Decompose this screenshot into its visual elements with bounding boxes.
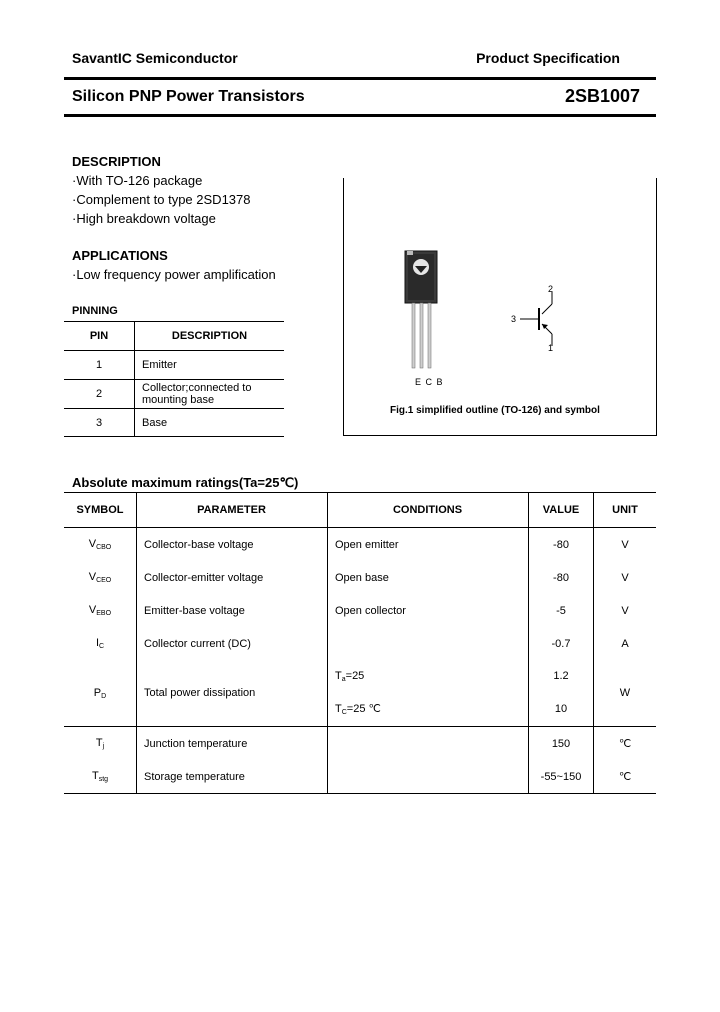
conditions-cell: Open collector — [328, 594, 529, 627]
symbol-sub: D — [101, 692, 107, 700]
unit-cell: ℃ — [594, 760, 657, 794]
table-row — [64, 727, 656, 761]
table-row — [64, 380, 284, 409]
description-heading: DESCRIPTION — [72, 154, 161, 169]
pinning-heading: PINNING — [72, 305, 118, 317]
parameter-cell: Junction temperature — [137, 727, 328, 761]
table-row — [64, 561, 656, 594]
symbol-main: P — [93, 686, 102, 699]
table-row — [64, 760, 656, 794]
condition-b — [335, 693, 528, 726]
symbol-cell — [64, 594, 137, 627]
applications-heading: APPLICATIONS — [72, 248, 168, 263]
col-header-parameter: PARAMETER — [137, 493, 328, 528]
condition-b-sym: T — [335, 703, 342, 715]
symbol-main: T — [95, 737, 103, 749]
list-item: ·With TO-126 package — [72, 173, 203, 188]
value-b: 10 — [554, 703, 568, 715]
symbol-sub: stg — [98, 776, 109, 783]
condition-b-sub: C — [341, 709, 347, 716]
symbol-cell — [64, 660, 137, 727]
package-pin-labels: E C B — [415, 377, 444, 387]
table-row — [64, 660, 656, 727]
parameter-cell: Collector-base voltage — [137, 528, 328, 562]
symbol-main: V — [88, 604, 97, 616]
unit-cell: W — [594, 660, 657, 727]
value-cell: -80 — [529, 561, 594, 594]
symbol-cell — [64, 627, 137, 660]
symbol-sub: j — [102, 743, 105, 750]
pin-number: 3 — [64, 409, 135, 437]
parameter-cell: Emitter-base voltage — [137, 594, 328, 627]
condition-b-text: =25 ℃ — [346, 703, 381, 715]
col-header-pin: PIN — [64, 322, 135, 351]
symbol-main: V — [88, 538, 97, 550]
value-cell: -0.7 — [529, 627, 594, 660]
company-name: SavantIC Semiconductor — [72, 50, 238, 66]
value-cell: -55~150 — [529, 760, 594, 794]
figure-box — [343, 178, 657, 436]
symbol-main: T — [91, 770, 99, 782]
pin-description — [135, 380, 285, 409]
symbol-cell — [64, 528, 137, 562]
ratings-title: Absolute maximum ratings(Ta=25℃) — [72, 475, 299, 490]
symbol-cell — [64, 760, 137, 794]
figure-caption: Fig.1 simplified outline (TO-126) and symbol — [390, 405, 600, 416]
doc-type: Product Specification — [476, 50, 620, 66]
value-a: 1.2 — [553, 670, 569, 682]
pin-description: Base — [135, 409, 285, 437]
parameter-cell: Storage temperature — [137, 760, 328, 794]
conditions-cell: Open emitter — [328, 528, 529, 562]
page-title: Silicon PNP Power Transistors — [72, 88, 305, 105]
value-cell: -5 — [529, 594, 594, 627]
conditions-cell — [328, 727, 529, 761]
value-cell — [529, 660, 594, 727]
symbol-sub: C — [99, 643, 105, 650]
description-list — [72, 171, 250, 228]
list-item: ·Low frequency power amplification — [72, 267, 276, 282]
table-row — [64, 594, 656, 627]
table-header-row — [64, 322, 284, 351]
unit-cell: A — [621, 637, 629, 650]
col-header-symbol: SYMBOL — [64, 493, 137, 528]
symbol-sub: EBO — [96, 610, 112, 617]
value-cell: 150 — [529, 727, 594, 761]
parameter-cell: Collector current (DC) — [137, 627, 328, 660]
unit-cell: V — [621, 538, 629, 551]
unit-cell: ℃ — [618, 738, 632, 750]
table-row — [64, 409, 284, 437]
conditions-cell — [328, 627, 529, 660]
condition-a-sub: a — [341, 676, 346, 683]
ratings-table — [64, 492, 656, 794]
unit-cell: V — [621, 604, 629, 617]
symbol-sub: CBO — [96, 544, 112, 551]
col-header-value: VALUE — [529, 493, 594, 528]
header-rule-top — [64, 77, 656, 80]
part-number: 2SB1007 — [564, 86, 640, 106]
to126-package-image — [395, 245, 455, 370]
table-row — [64, 528, 656, 562]
symbol-pin-2-label: 2 — [548, 284, 554, 294]
list-item: ·High breakdown voltage — [72, 211, 216, 226]
condition-a-sym: T — [335, 670, 342, 682]
condition-a-text: =25 — [345, 670, 365, 682]
value-cell: -80 — [529, 528, 594, 562]
pin-number: 1 — [64, 351, 135, 380]
unit-cell: V — [621, 571, 629, 584]
applications-list — [72, 265, 276, 284]
symbol-cell — [64, 727, 137, 761]
symbol-pin-1-label: 1 — [548, 343, 554, 353]
parameter-cell: Collector-emitter voltage — [137, 561, 328, 594]
table-row — [64, 627, 656, 660]
conditions-cell: Open base — [328, 561, 529, 594]
pin-number: 2 — [64, 380, 135, 409]
pin-description-line2: mounting base — [142, 394, 215, 406]
symbol-sub: CEO — [96, 577, 112, 584]
symbol-main: V — [88, 571, 97, 583]
symbol-cell — [64, 561, 137, 594]
header-rule-bottom — [64, 114, 656, 117]
list-item: ·Complement to type 2SD1378 — [72, 192, 251, 207]
pnp-transistor-symbol-icon — [508, 284, 564, 354]
condition-a — [335, 660, 528, 693]
symbol-main: I — [95, 637, 99, 649]
symbol-pin-3-label: 3 — [511, 314, 517, 324]
col-header-unit: UNIT — [594, 493, 657, 528]
conditions-cell — [328, 660, 529, 727]
table-header-row — [64, 493, 656, 528]
table-row — [64, 351, 284, 380]
col-header-description: DESCRIPTION — [135, 322, 285, 351]
pin-description-line1: Collector;connected to — [142, 382, 252, 394]
pin-description: Emitter — [135, 351, 285, 380]
pinning-table — [64, 321, 284, 437]
col-header-conditions: CONDITIONS — [328, 493, 529, 528]
parameter-cell: Total power dissipation — [137, 660, 328, 727]
conditions-cell — [328, 760, 529, 794]
